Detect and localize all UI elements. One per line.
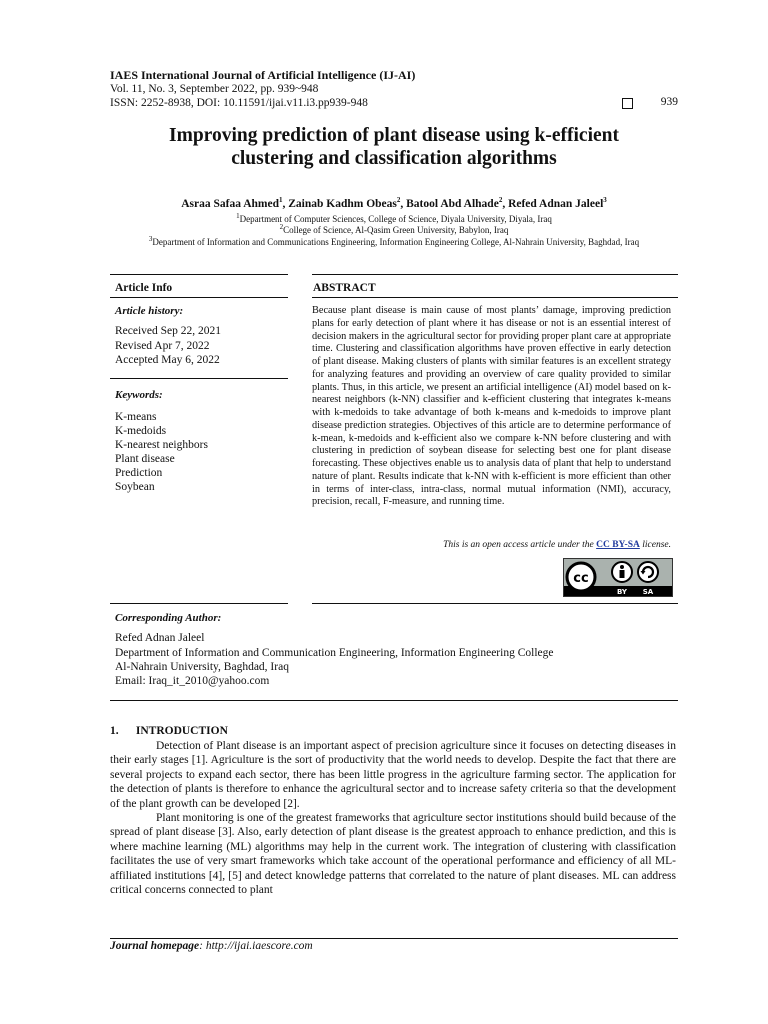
corresponding-univ: Al-Nahrain University, Baghdad, Iraq [115,661,289,673]
homepage-label: Journal homepage [110,940,200,952]
intro-paragraph-2: Plant monitoring is one of the greatest frameworks that agriculture sector institutions should build because of the spread of plant disease [3]. Also, early detection of plant disease is the greatest approach to enhance prediction, and this is where machine learning (ML) algorithms may help in the current work. The integration of clustering with classification facilitates the use of very smart frameworks which take account of the operational performance and efficiency of all ML-affiliated institutions [4], [5] and detect knowledge patterns that correlated to the nature of plant diseases. ML can address critical concerns connected to plant [110,812,676,897]
keyword: Soybean [115,481,155,493]
svg-text:cc: cc [573,571,589,586]
divider [110,700,678,701]
author-sep: , [282,197,289,210]
keyword: Prediction [115,467,163,479]
corresponding-name: Refed Adnan Jaleel [115,632,205,644]
affiliation-text: College of Science, Al-Qasim Green University, Babylon, Iraq [283,225,509,235]
keyword: K-means [115,411,157,423]
affiliation-sup: 1 [236,212,240,220]
divider [110,297,288,298]
affiliation-sup: 2 [279,223,284,231]
paper-title [110,124,678,170]
footer-divider [110,938,678,939]
accepted-date: Accepted May 6, 2022 [115,354,220,366]
title-line-1: Improving prediction of plant disease using k-efficient [169,125,619,146]
article-info-heading: Article Info [115,282,173,294]
keyword: Plant disease [115,453,175,465]
introduction-heading: 1. INTRODUCTION [110,725,228,737]
author-sup: 1 [278,196,283,204]
keyword: K-nearest neighbors [115,439,208,451]
author-sep: , [502,197,509,210]
received-date: Received Sep 22, 2021 [115,325,222,337]
affiliation-sup: 3 [148,235,153,243]
affiliation-text: Department of Computer Sciences, College of Science, Diyala University, Diyala, Iraq [239,214,552,224]
author-name: Refed Adnan Jaleel [508,197,604,210]
journal-name: IAES International Journal of Artificial Intelligence (IJ-AI) [110,68,416,82]
author-list [80,196,708,210]
author-name: Asraa Safaa Ahmed [181,197,279,210]
oa-suffix: license. [639,540,671,550]
title-line-2: clustering and classification algorithms [231,148,557,169]
intro-paragraph-1: Detection of Plant disease is an important aspect of precision agriculture since it focuses on detecting diseases in their early stages [1]. Agriculture is the sort of productivity that the world needs to develop. Despite the fact that there are several projects to expand each sector, there has been little progress in the agriculture farming sector. The application for the detection of plants is therefore to enhance the agricultural sector and to increase safety criteria so that the development of the plant growth can be developed [2]. [110,740,676,810]
keyword: K-medoids [115,425,167,437]
affiliation-text: Department of Information and Communications Engineering, Information Engineering College, Al-Nahrain University, Baghdad, Iraq [152,237,640,247]
author-sup: 3 [603,196,607,204]
corresponding-heading: Corresponding Author: [115,612,222,624]
divider [110,274,288,275]
cc-badge-graphic [564,559,672,596]
abstract-text: Because plant disease is main cause of most plants’ damage, improving prediction plans for early detection of plant where it has disease or not is an essential interest of decision makers in the agricultural sector for providing proper plant care at appropriate time. Clustering and classification algorithms have proven effective in early detection of plant disease. Making clusters of plants with similar features is an excellent strategy for analyzing features and providing an overview of care quality provided to similar plants. Thus, in this article, we present an artificial intelligence (AI) model based on k-nearest neighbors (k-NN) classifier and k-efficient clustering that integrates k-means with k-medoids to take advantage of both k-means and k-medoids to improve plant disease prediction strategies. Objectives of this article are to determine performance of k-mean, k-medoids and k-efficient also we compare k-NN before clustering and with clustering in prediction of soybean disease for selecting best one for plant disease forecasting. These objectives enable us to analysis data of plant that help to understand nature of plant. Results indicate that k-NN with k-efficient is more efficient than other in terms of inter-class, intra-class, normal mutual information (NMI), accuracy, precision, recall, F-measure, and running time. [312,305,671,508]
divider [110,378,288,379]
journal-homepage [110,940,313,952]
author-sep: , [400,197,407,210]
divider [312,274,678,275]
square-icon [622,98,633,109]
author-name: Batool Abd Alhade [406,197,499,210]
homepage-url[interactable]: : http://ijai.iaescore.com [199,940,313,952]
divider [312,297,678,298]
divider [110,603,288,604]
history-heading: Article history: [115,305,184,317]
affiliation-3 [80,234,708,248]
author-name: Zainab Kadhm Obeas [288,197,397,210]
oa-prefix: This is an open access article under the [443,540,597,550]
keywords-heading: Keywords: [115,389,163,401]
sa-icon [638,562,658,582]
cc-label-by: BY [616,588,628,596]
issn-doi: ISSN: 2252-8938, DOI: 10.11591/ijai.v11.i3.pp939-948 [110,97,368,109]
corresponding-email: Email: Iraq_it_2010@yahoo.com [115,675,270,687]
author-sup: 2 [396,196,401,204]
corresponding-dept: Department of Information and Communication Engineering, Information Engineering College [115,647,554,659]
cc-license-badge[interactable] [563,558,673,597]
introduction-body [110,739,676,897]
cc-label-sa: SA [642,588,654,596]
page-number: 939 [660,96,678,108]
author-sup: 2 [498,196,503,204]
open-access-note [312,540,671,550]
divider [312,603,678,604]
abstract-heading: ABSTRACT [313,282,376,294]
volume-info: Vol. 11, No. 3, September 2022, pp. 939~948 [110,83,319,95]
revised-date: Revised Apr 7, 2022 [115,340,210,352]
cc-by-sa-link[interactable]: CC BY-SA [596,540,640,550]
